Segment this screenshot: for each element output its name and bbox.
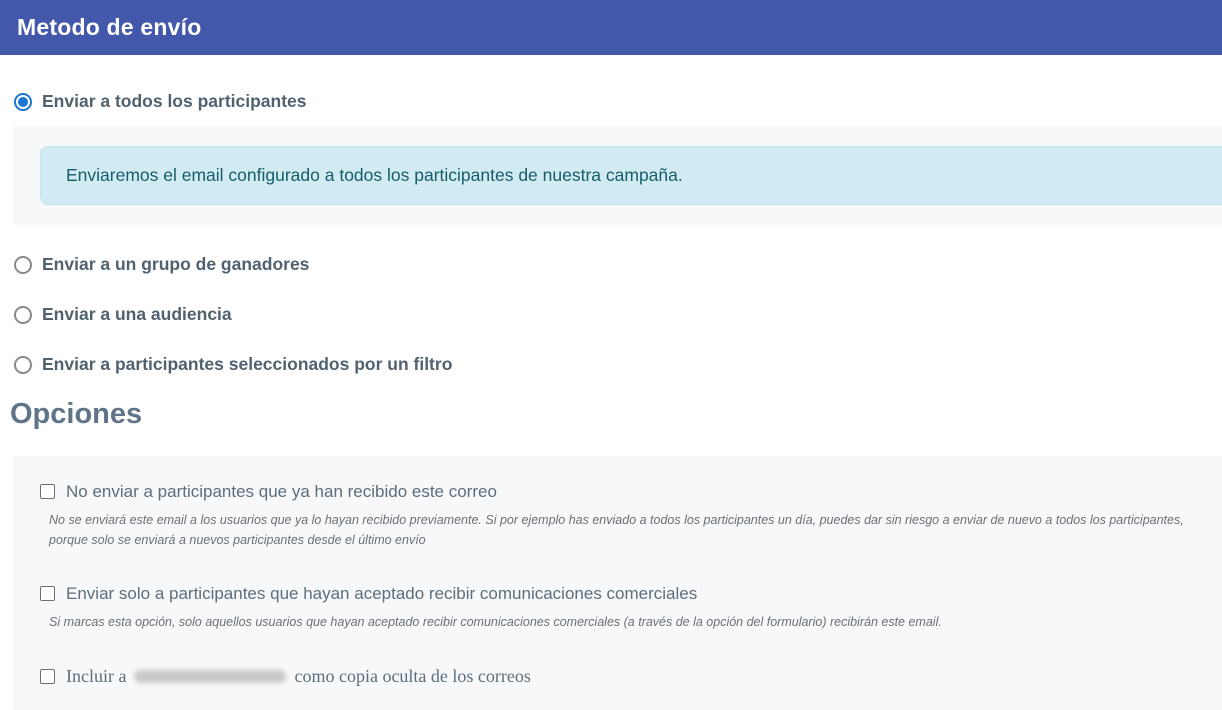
radio-all-participants-label[interactable]: Enviar a todos los participantes — [42, 91, 307, 111]
info-alert-text: Enviaremos el email configurado a todos los participantes de nuestra campaña. — [66, 165, 683, 185]
info-alert — [40, 146, 1222, 205]
checkbox-row-bcc-copy[interactable] — [40, 666, 1210, 687]
checkbox-no-resend-description: No se enviará este email a los usuarios que ya lo hayan recibido previamente. Si por ejemplo has enviado a todos los participantes un día, puedes dar sin riesgo a enviar de nuevo a todos los participantes, porque solo se enviará a nuevos participantes desde el último envío — [49, 512, 1184, 547]
radio-audience-label[interactable]: Enviar a una audiencia — [42, 304, 232, 324]
redacted-email — [134, 670, 286, 683]
checkbox-row-no-resend[interactable] — [40, 482, 1210, 502]
radio-row-winners-group[interactable] — [0, 254, 1222, 275]
checkbox-no-resend-label[interactable]: No enviar a participantes que ya han recibido este correo — [66, 481, 497, 501]
radio-row-audience[interactable] — [0, 304, 1222, 325]
radio-winners-group-label[interactable]: Enviar a un grupo de ganadores — [42, 254, 310, 274]
radio-winners-group[interactable] — [14, 256, 32, 274]
options-panel — [13, 456, 1222, 710]
checkbox-commercial-consent-label[interactable]: Enviar solo a participantes que hayan aceptado recibir comunicaciones comerciales — [66, 583, 698, 603]
radio-filter[interactable] — [14, 356, 32, 374]
checkbox-commercial-consent-description: Si marcas esta opción, solo aquellos usuarios que hayan aceptado recibir comunicaciones comerciales (a través de la opción del formulario) recibirán este email. — [49, 614, 942, 629]
checkbox-row-commercial-consent[interactable] — [40, 584, 1210, 604]
radio-filter-label[interactable]: Enviar a participantes seleccionados por un filtro — [42, 354, 453, 374]
bcc-label-prefix: Incluir a — [66, 665, 127, 686]
checkbox-commercial-consent[interactable] — [40, 586, 55, 601]
checkbox-bcc-copy-label[interactable] — [66, 666, 531, 687]
checkbox-no-resend[interactable] — [40, 484, 55, 499]
section-header — [0, 0, 1222, 55]
bcc-label-suffix: como copia oculta de los correos — [294, 665, 531, 686]
checkbox-bcc-copy[interactable] — [40, 669, 55, 684]
radio-row-filter[interactable] — [0, 354, 1222, 375]
radio-all-participants[interactable] — [14, 93, 32, 111]
selected-option-panel — [13, 126, 1222, 225]
page-title: Metodo de envío — [17, 14, 202, 40]
radio-audience[interactable] — [14, 306, 32, 324]
radio-row-all-participants[interactable] — [0, 91, 1222, 112]
options-section-title: Opciones — [10, 398, 143, 430]
